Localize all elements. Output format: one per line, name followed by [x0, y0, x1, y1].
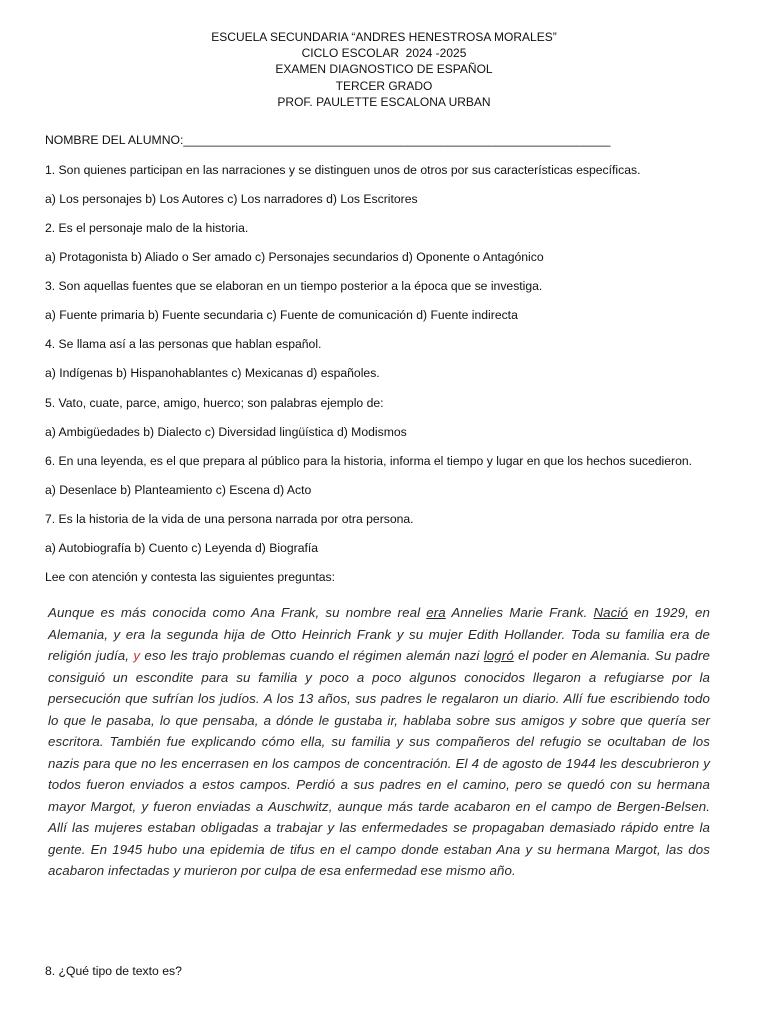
exam-title: EXAMEN DIAGNOSTICO DE ESPAÑOL [275, 62, 493, 77]
school-cycle: CICLO ESCOLAR 2024 -2025 [301, 46, 467, 61]
question-7: 7. Es la historia de la vida de una persona narrada por otra persona. [45, 512, 414, 526]
passage-underline-logro: logró [483, 648, 514, 663]
school-name: ESCUELA SECUNDARIA “ANDRES HENESTROSA MORALES” [211, 30, 557, 44]
question-4-options: a) Indígenas b) Hispanohablantes c) Mexicanas d) españoles. [45, 366, 380, 380]
question-5-options: a) Ambigüedades b) Dialecto c) Diversidad lingüística d) Modismos [45, 425, 407, 439]
question-2-options: a) Protagonista b) Aliado o Ser amado c) Personajes secundarios d) Oponente o Antagónico [45, 250, 544, 264]
passage-part-5: el poder en Alemania. Su padre consiguió un escondite para su familia y poco a poco algunos conocidos llegaron a refugiarse por la persecución que sufrían los judíos. A los 13 años, sus padres le regalaron un diario. Allí fue escribiendo todo lo que le pasaba, lo que pensaba, a dónde le gustaba ir, hablaba sobre sus amigos y sobre que quería ser escritora. También fue explicando cómo ella, su familia y sus compañeros del refugio se ocultaban de los nazis para que no les encerrasen en los campos de concentración. El 4 de agosto de 1944 les descubrieron y todos fueron enviados a estos campos. Perdió a sus padres en el camino, pero se quedó con su hermana mayor Margot, y fueron enviadas a Auschwitz, aunque más tarde acabaron en el campo de Bergen-Belsen. Allí las mujeres estaban obligadas a trabajar y las enfermedades se propagaban demasiado rápido entre la gente. En 1945 hubo una epidemia de tifus en el campo donde estaban Ana y su hermana Margot, las dos acabaron infectadas y murieron por culpa de esa enfermedad ese mismo año. [48, 648, 711, 878]
question-5: 5. Vato, cuate, parce, amigo, huerco; son palabras ejemplo de: [45, 396, 384, 410]
question-7-options: a) Autobiografía b) Cuento c) Leyenda d) Biografía [45, 541, 319, 555]
question-4: 4. Se llama así a las personas que hablan español. [45, 337, 322, 351]
question-6-options: a) Desenlace b) Planteamiento c) Escena d) Acto [45, 483, 312, 497]
passage-marked-y: y [133, 648, 141, 663]
reading-passage-scan [48, 602, 710, 882]
teacher-name: PROF. PAULETTE ESCALONA URBAN [277, 94, 491, 109]
passage-underline-nacio: Nació [593, 605, 628, 620]
question-1-options: a) Los personajes b) Los Autores c) Los narradores d) Los Escritores [45, 192, 418, 206]
grade-label: TERCER GRADO [335, 78, 433, 93]
question-8: 8. ¿Qué tipo de texto es? [45, 964, 182, 978]
passage-part-2: Annelies Marie Frank. [445, 605, 594, 620]
passage-part-3: en 1929, en Alemania, y era la segunda hija de Otto Heinrich Frank y su mujer Edith Hollander. Toda su familia era de religión judía, [48, 605, 710, 663]
question-3: 3. Son aquellas fuentes que se elaboran en un tiempo posterior a la época que se investiga. [45, 279, 543, 293]
passage-underline-era: era [426, 605, 446, 620]
question-6: 6. En una leyenda, es el que prepara al público para la historia, informa el tiempo y lugar en que los hechos sucedieron. [45, 454, 693, 468]
passage-part-1: Aunque es más conocida como Ana Frank, su nombre real [48, 605, 427, 620]
student-name-field[interactable]: NOMBRE DEL ALUMNO:_______________________________________________________________ [45, 133, 611, 147]
question-1: 1. Son quienes participan en las narraciones y se distinguen unos de otros por sus características específicas. [45, 163, 641, 177]
question-3-options: a) Fuente primaria b) Fuente secundaria c) Fuente de comunicación d) Fuente indirecta [45, 308, 518, 322]
exam-header [0, 29, 768, 110]
question-2: 2. Es el personaje malo de la historia. [45, 221, 249, 235]
passage-part-4: eso les trajo problemas cuando el régimen alemán nazi [140, 648, 484, 663]
reading-instruction: Lee con atención y contesta las siguientes preguntas: [45, 570, 335, 584]
